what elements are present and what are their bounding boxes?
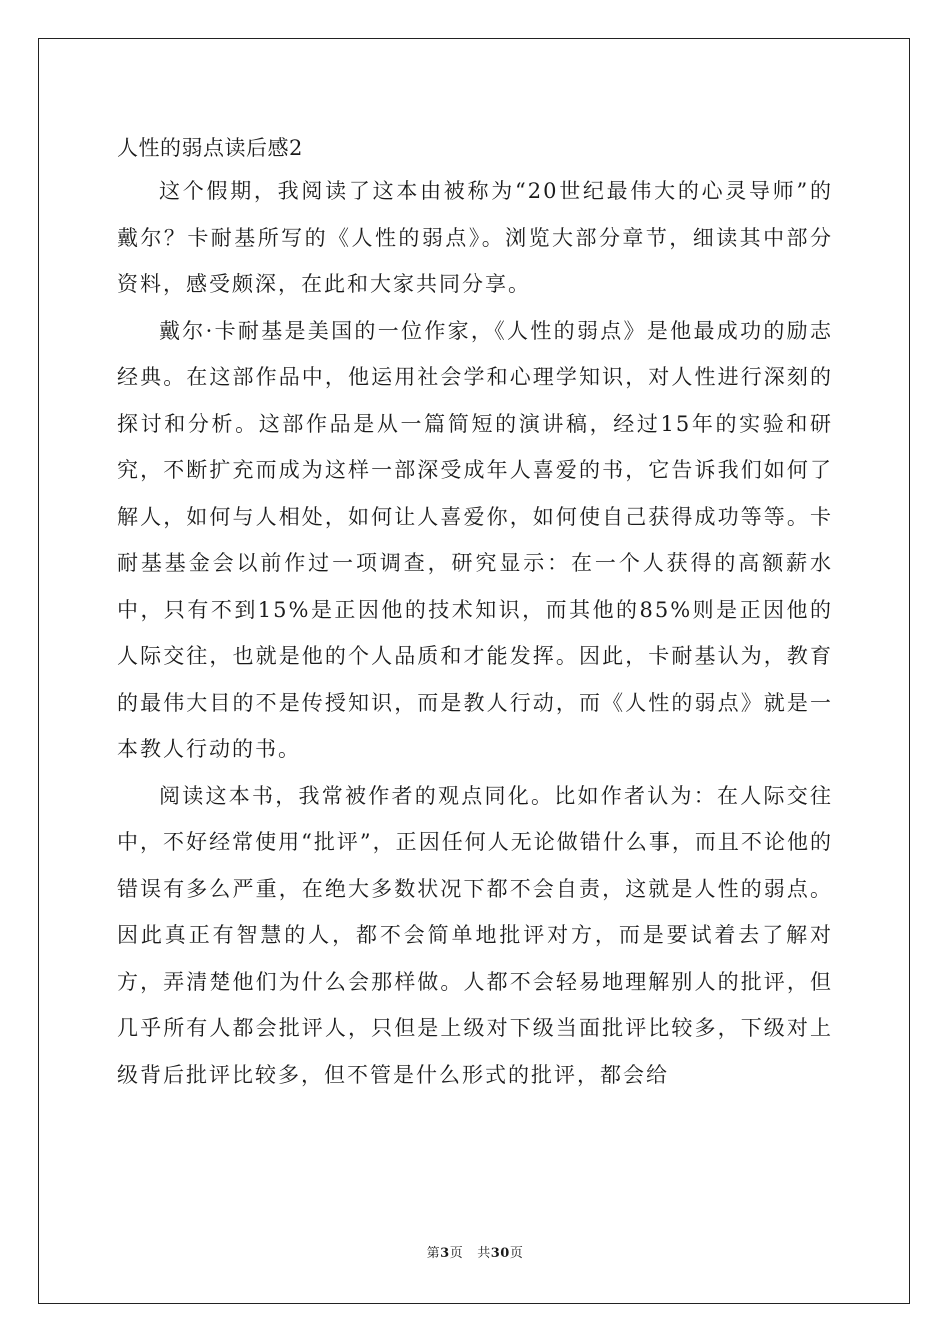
document-title: 人性的弱点读后感2 xyxy=(117,136,303,160)
total-label-suffix: 页 xyxy=(509,1246,524,1261)
paragraph-1: 这个假期，我阅读了这本由被称为“20世纪最伟大的心灵导师”的戴尔？卡耐基所写的《人性的弱点》。浏览大部分章节，细读其中部分资料，感受颇深，在此和大家共同分享。 xyxy=(117,179,833,296)
paragraph-3: 阅读这本书，我常被作者的观点同化。比如作者认为：在人际交往中，不好经常使用“批评”，正因任何人无论做错什么事，而且不论他的错误有多么严重，在绝大多数状况下都不会自责，这就是人性的弱点。因此真正有智慧的人，都不会简单地批评对方，而是要试着去了解对方，弄清楚他们为什么会那样做。人都不会轻易地理解别人的批评，但几乎所有人都会批评人，只但是上级对下级当面批评比较多，下级对上级背后批评比较多，但不管是什么形式的批评，都会给 xyxy=(117,783,833,1087)
total-pages-number: 30 xyxy=(490,1246,510,1261)
document-body xyxy=(117,128,833,1098)
page-label-prefix: 第 xyxy=(426,1246,441,1261)
paragraph-2: 戴尔·卡耐基是美国的一位作家，《人性的弱点》是他最成功的励志经典。在这部作品中，他运用社会学和心理学知识，对人性进行深刻的探讨和分析。这部作品是从一篇简短的演讲稿，经过15年的实验和研究，不断扩充而成为这样一部深受成年人喜爱的书，它告诉我们如何了解人，如何与人相处，如何让人喜爱你，如何使自己获得成功等等。卡耐基基金会以前作过一项调查，研究显示：在一个人获得的高额薪水中，只有不到15%是正因他的技术知识，而其他的85%则是正因他的人际交往，也就是他的个人品质和才能发挥。因此，卡耐基认为，教育的最伟大目的不是传授知识，而是教人行动，而《人性的弱点》就是一本教人行动的书。 xyxy=(117,318,833,761)
page-label-suffix: 页 xyxy=(449,1246,464,1261)
current-page-number: 3 xyxy=(440,1246,450,1261)
total-label-prefix: 共 xyxy=(477,1246,491,1261)
page-footer xyxy=(0,1244,950,1264)
